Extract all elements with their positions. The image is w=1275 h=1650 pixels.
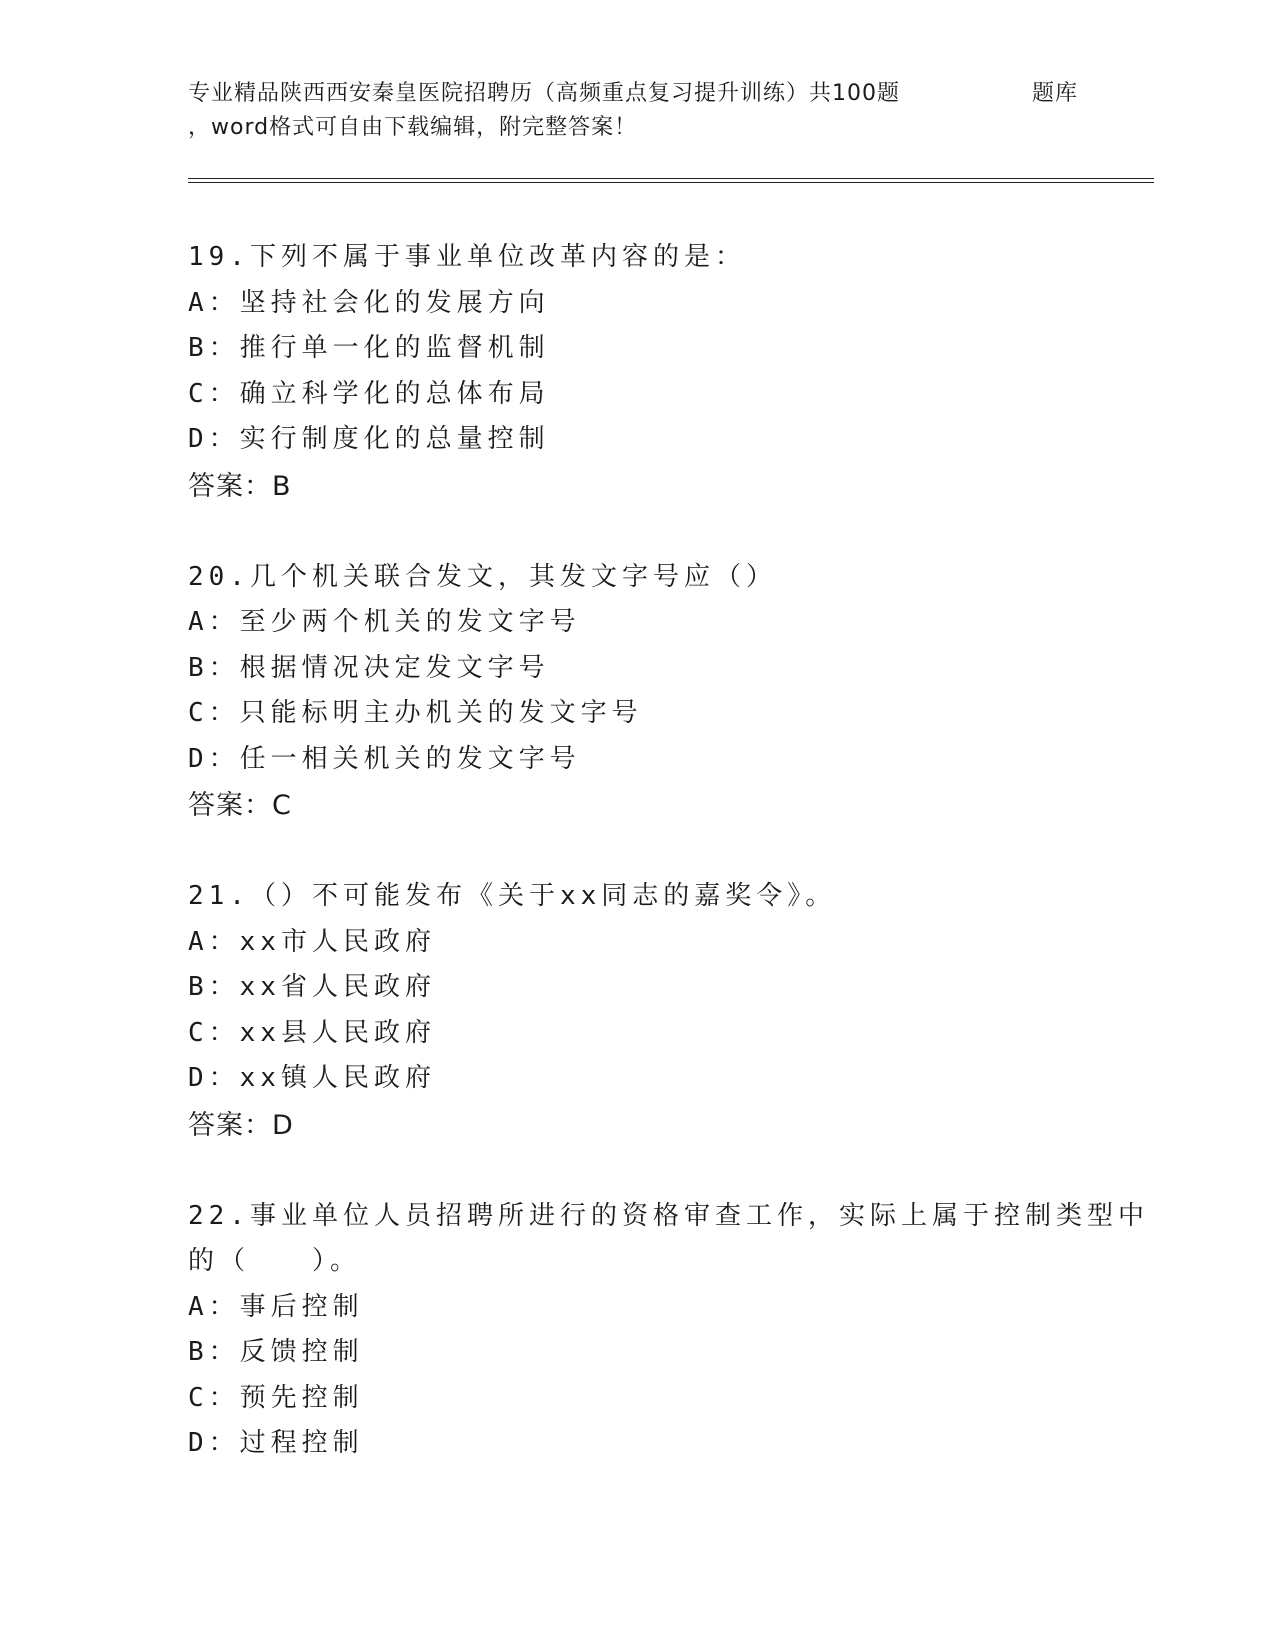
option-d: D：任一相关机关的发文字号 bbox=[188, 744, 581, 774]
option-a: A：事后控制 bbox=[188, 1292, 364, 1322]
question-stem: 22.事业单位人员招聘所进行的资格审查工作，实际上属于控制类型中 bbox=[188, 1201, 1149, 1231]
answer-label: 答案：B bbox=[188, 471, 292, 502]
option-c: C：xx县人民政府 bbox=[188, 1018, 436, 1048]
answer-label: 答案：D bbox=[188, 1110, 294, 1141]
header-title: 专业精品陕西西安秦皇医院招聘历（高频重点复习提升训练）共100题 bbox=[188, 81, 900, 106]
option-a: A：至少两个机关的发文字号 bbox=[188, 607, 581, 637]
answer-label: 答案：C bbox=[188, 790, 292, 821]
header-divider-top bbox=[188, 178, 1154, 179]
option-d: D：过程控制 bbox=[188, 1428, 364, 1458]
option-b: B：反馈控制 bbox=[188, 1337, 364, 1367]
header-tag: 题库 bbox=[1032, 81, 1079, 106]
option-a: A：xx市人民政府 bbox=[188, 927, 436, 957]
option-d: D：实行制度化的总量控制 bbox=[188, 424, 550, 454]
option-b: B：根据情况决定发文字号 bbox=[188, 653, 550, 683]
question-stem-continued: 的（ ）。 bbox=[188, 1246, 362, 1276]
question-stem: 19.下列不属于事业单位改革内容的是： bbox=[188, 242, 746, 272]
question-stem: 20.几个机关联合发文，其发文字号应（） bbox=[188, 562, 777, 592]
option-c: C：只能标明主办机关的发文字号 bbox=[188, 698, 643, 728]
header-subtitle: ，word格式可自由下载编辑，附完整答案！ bbox=[188, 115, 638, 140]
option-b: B：推行单一化的监督机制 bbox=[188, 333, 550, 363]
option-c: C：预先控制 bbox=[188, 1383, 364, 1413]
option-d: D：xx镇人民政府 bbox=[188, 1063, 436, 1093]
option-b: B：xx省人民政府 bbox=[188, 972, 436, 1002]
question-stem: 21.（）不可能发布《关于xx同志的嘉奖令》。 bbox=[188, 881, 837, 911]
option-c: C：确立科学化的总体布局 bbox=[188, 379, 550, 409]
option-a: A：坚持社会化的发展方向 bbox=[188, 288, 550, 318]
header-divider-bottom bbox=[188, 182, 1154, 183]
